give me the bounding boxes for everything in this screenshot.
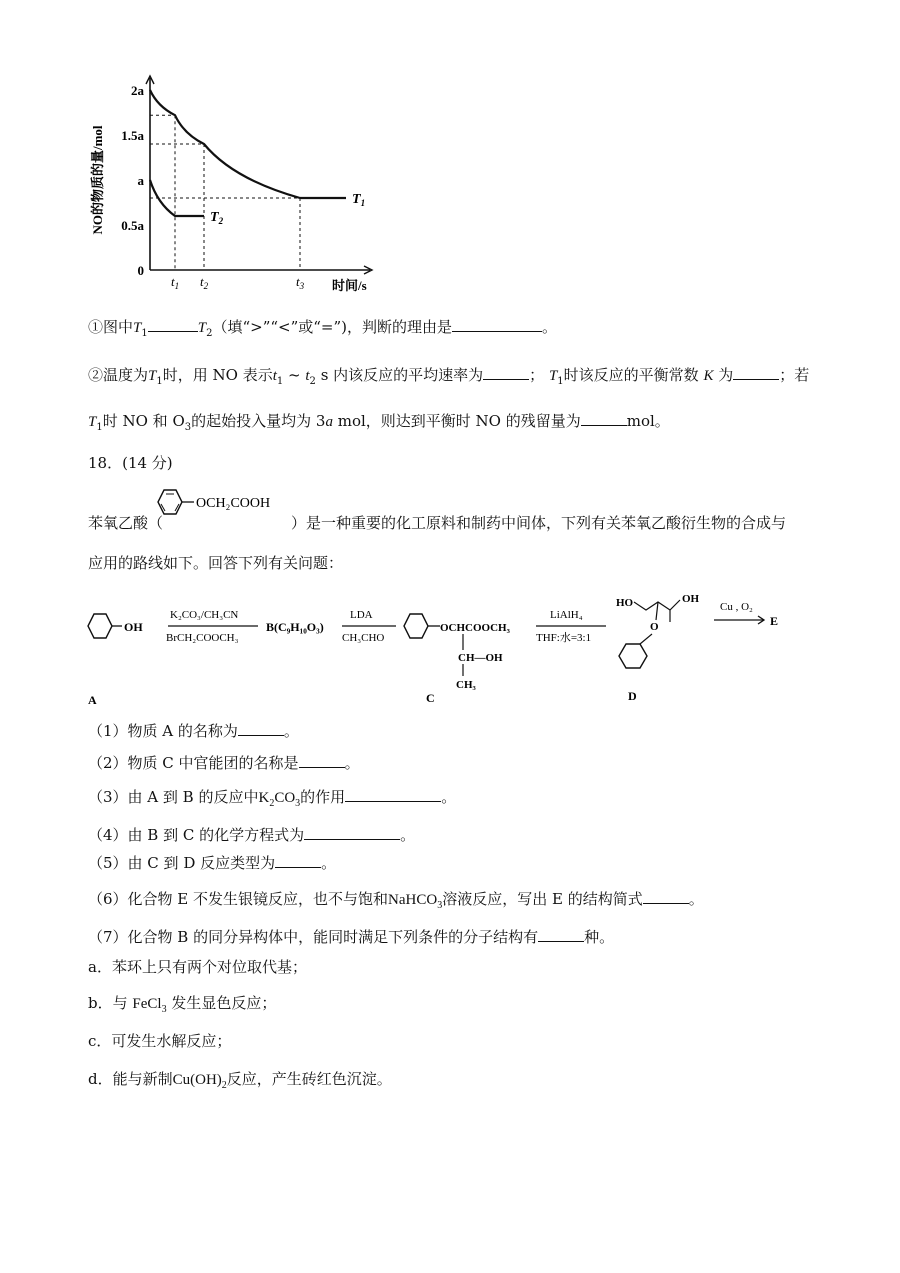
hydroxyl-label: HO [616, 597, 634, 609]
no-amount-chart [80, 70, 400, 300]
x-axis-label: 时间/s [332, 278, 367, 293]
benzene-ring [619, 644, 647, 668]
reaction-scheme [80, 586, 800, 716]
x-tick-label: $t_3$ [296, 274, 305, 291]
reagent-top: Cu , O₂ [720, 601, 753, 613]
series-label-subscript: 1 [360, 198, 366, 208]
q18-intro-line-1: 苯氧乙酸（ ）是一种重要的化工原料和制药中间体，下列有关苯氧乙酸衍生物的合成与 [88, 514, 787, 532]
condition-d: d．能与新制$Cu(OH)_2$反应，产生砖红色沉淀。 [88, 1070, 392, 1091]
q18-sub-4: （4）由 B 到 C 的化学方程式为 。 [88, 826, 416, 844]
substituent-label: OCH₂COOH [196, 496, 271, 511]
compound-a [88, 614, 143, 638]
answer-blank[interactable] [483, 365, 529, 380]
benzene-ring [404, 614, 428, 638]
y-axis-label: NO的物质的量/mol [90, 125, 105, 235]
condition-c: c．可发生水解反应； [88, 1032, 232, 1050]
bond [656, 602, 658, 620]
ether-oxygen: O [650, 621, 659, 633]
compound-e: E [770, 614, 779, 628]
answer-blank[interactable] [345, 787, 441, 802]
x-tick-label: $t_1$ [171, 274, 180, 291]
answer-blank[interactable] [643, 889, 689, 904]
compound-d [616, 593, 700, 668]
condition-a: a．苯环上只有两个对位取代基； [88, 958, 307, 976]
x-tick-label: $t_2$ [200, 274, 209, 291]
series-label-subscript: 2 [218, 216, 224, 226]
q18-sub-1: （1）物质 A 的名称为 。 [88, 722, 299, 740]
reagent-bottom: CH₃CHO [342, 632, 385, 644]
q17-line-2: ②温度为$T_1$时，用 NO 表示$t_1$ ~ $t_2$ s 内该反应的平均速率为 ； $T_1$时该反应的平衡常数 K 为 ；若 [88, 366, 810, 387]
series-label: $T_1$ [352, 192, 366, 208]
answer-blank[interactable] [581, 411, 627, 426]
compound-b: B(C₉H₁₀O₃) [266, 620, 324, 634]
answer-blank[interactable] [238, 721, 284, 736]
label-a: A [88, 693, 97, 707]
answer-blank[interactable] [452, 317, 542, 332]
q18-sub-2: （2）物质 C 中官能团的名称是 。 [88, 754, 360, 772]
x-tick-subscript: 2 [203, 281, 209, 291]
q18-intro-line-2: 应用的路线如下。回答下列有关问题： [88, 554, 344, 572]
bond [640, 634, 652, 644]
answer-blank[interactable] [275, 853, 321, 868]
answer-blank[interactable] [538, 927, 584, 942]
y-tick-label: 1.5a [121, 128, 144, 143]
hydroxyl-branch: CH—OH [458, 652, 503, 664]
reagent-top: LiAlH₄ [550, 609, 583, 621]
reaction-arrow-3 [536, 609, 606, 644]
hydroxyl-label: OH [682, 593, 700, 605]
reaction-arrow-4 [714, 601, 764, 624]
series-curve-t1 [150, 90, 346, 198]
ester-chain: OCHCOOCH₃ [440, 622, 510, 634]
q17-line-1: ①图中$T_1$ $T_2$（填“>”“<”或“=”)，判断的理由是 。 [88, 318, 558, 339]
q18-sub-3: （3）由 A 到 B 的反应中$K_2CO_3$的作用 。 [88, 788, 457, 809]
q17-line-3: $T_1$时 NO 和 $O_3$的起始投入量均为 3a mol，则达到平衡时 NO 的残留量为 mol。 [88, 412, 670, 433]
reagent-bottom: THF:水=3:1 [536, 632, 592, 644]
benzene-ring [88, 614, 112, 638]
reagent-top: LDA [350, 609, 373, 621]
x-tick-subscript: 3 [299, 281, 305, 291]
y-tick-label: 2a [131, 83, 144, 98]
x-tick-subscript: 1 [174, 281, 180, 291]
reaction-arrow-1 [166, 609, 258, 644]
condition-b: b．与 FeCl$_3$ 发生显色反应； [88, 994, 277, 1015]
y-tick-label: a [137, 173, 144, 188]
y-tick-label: 0.5a [121, 218, 144, 233]
methyl-group: CH₃ [456, 679, 476, 691]
answer-blank[interactable] [299, 753, 345, 768]
reaction-arrow-2 [342, 609, 396, 644]
compound-c [404, 614, 511, 691]
reagent-bottom: BrCH₂COOCH₃ [166, 632, 239, 644]
series-label: $T_2$ [210, 210, 224, 226]
q18-sub-7: （7）化合物 B 的同分异构体中，能同时满足下列条件的分子结构有 种。 [88, 928, 615, 946]
label-d: D [628, 689, 637, 703]
label-c: C [426, 691, 435, 705]
answer-blank[interactable] [148, 317, 198, 332]
hydroxyl-label: OH [124, 620, 143, 634]
q18-header: 18．(14 分) [88, 454, 173, 472]
y-tick-label: 0 [137, 263, 144, 278]
answer-blank[interactable] [304, 825, 400, 840]
q18-sub-6: （6）化合物 E 不发生银镜反应，也不与饱和NaHCO$_3$溶液反应，写出 E 的结构简式 。 [88, 890, 704, 911]
q18-sub-5: （5）由 C 到 D 反应类型为 。 [88, 854, 337, 872]
reagent-top: K₂CO₃/CH₃CN [170, 609, 239, 621]
answer-blank[interactable] [733, 365, 779, 380]
